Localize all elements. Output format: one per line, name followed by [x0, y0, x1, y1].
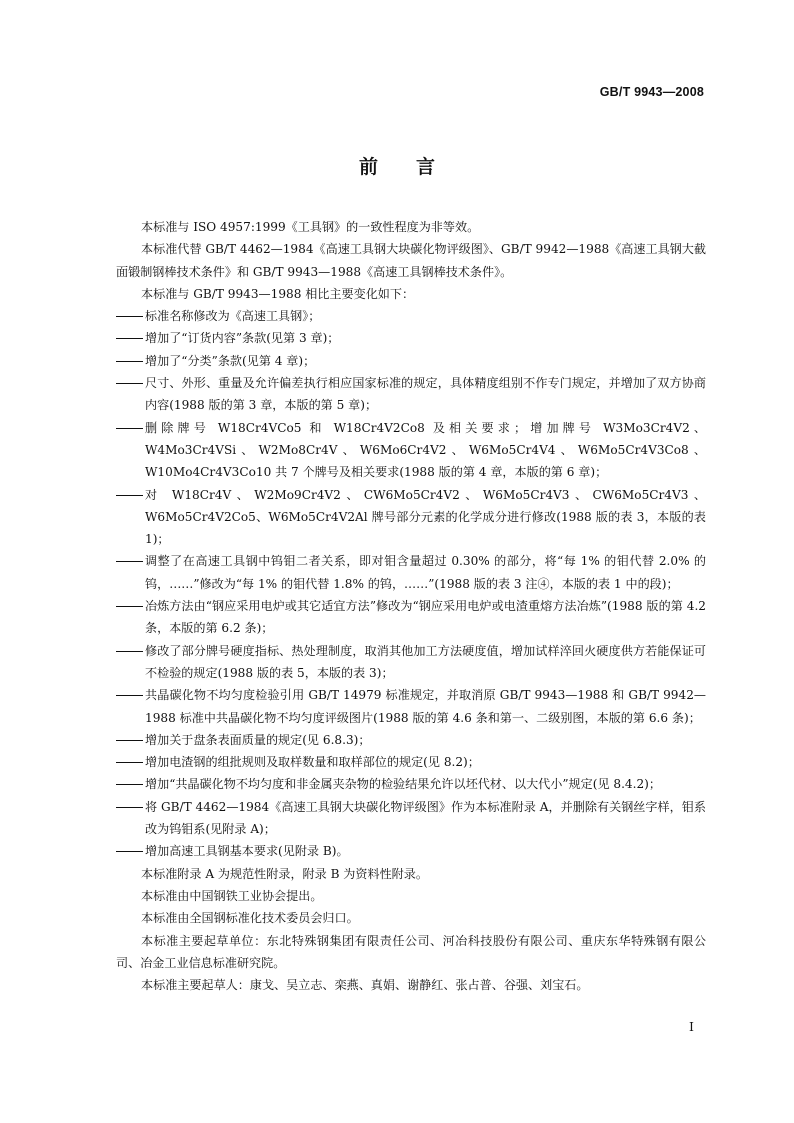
list-item-text: 增加关于盘条表面质量的规定(见 6.8.3)；	[145, 732, 371, 747]
closing-paragraph-proposer: 本标准由中国钢铁工业协会提出。	[141, 888, 323, 903]
list-item-text: 尺寸、外形、重量及允许偏差执行相应国家标准的规定，具体精度组别不作专门规定，并增加了双方协商内容(1988 版的第 3 章，本版的第 5 章)；	[145, 376, 706, 413]
list-item	[116, 305, 706, 327]
list-item-text: 增加“共晶碳化物不均匀度和非金属夹杂物的检验结果允许以坯代材、以大代小”规定(见 8.4.2)；	[145, 777, 661, 792]
closing-paragraph-annexes: 本标准附录 A 为规范性附录，附录 B 为资料性附录。	[141, 866, 428, 881]
list-item-text: 调整了在高速工具钢中钨钼二者关系，即对钼含量超过 0.30% 的部分，将“每 1% 的钼代替 2.0% 的钨，……”修改为“每 1% 的钼代替 1.8% 的钨，……”(1988 版的表 3 注④，本版的表 1 中的段)；	[145, 554, 706, 591]
list-item	[116, 796, 706, 841]
dash-marker	[116, 695, 143, 696]
list-item	[116, 840, 706, 862]
intro-paragraph-consistency: 本标准与 ISO 4957:1999《工具钢》的一致性程度为非等效。	[141, 220, 480, 234]
list-item	[116, 350, 706, 372]
list-item-text: 增加了“订货内容”条款(见第 3 章)；	[145, 331, 340, 346]
dash-marker	[116, 361, 143, 362]
changes-list	[116, 305, 706, 862]
list-item	[116, 751, 706, 773]
list-item	[116, 550, 706, 595]
dash-marker	[116, 807, 143, 808]
intro-paragraph-replaces: 本标准代替 GB/T 4462—1984《高速工具钢大块碳化物评级图》、GB/T 9942—1988《高速工具钢大截面锻制钢棒技术条件》和 GB/T 9943—1988《高速工具钢棒技术条件》。	[116, 242, 706, 279]
list-item-text: 增加了“分类”条款(见第 4 章)；	[145, 353, 316, 368]
list-item-text: 冶炼方法由“钢应采用电炉或其它适宜方法”修改为“钢应采用电炉或电渣重熔方法冶炼”(1988 版的第 4.2 条，本版的第 6.2 条)；	[145, 599, 706, 636]
dash-marker	[116, 740, 143, 741]
dash-marker	[116, 762, 143, 763]
dash-marker	[116, 428, 143, 429]
dash-marker	[116, 338, 143, 339]
list-item	[116, 773, 706, 795]
list-item-text: 对 W18Cr4V、W2Mo9Cr4V2、CW6Mo5Cr4V2、W6Mo5Cr4V3、CW6Mo5Cr4V3、W6Mo5Cr4V2Co5、W6Mo5Cr4V2Al 牌号部分元素的化学成分进行修改(1988 版的表 3，本版的表 1)；	[145, 487, 706, 547]
dash-marker	[116, 561, 143, 562]
list-item-text: 修改了部分牌号硬度指标、热处理制度，取消其他加工方法硬度值，增加试样淬回火硬度供方若能保证可不检验的规定(1988 版的表 5，本版的表 3)；	[145, 643, 706, 680]
list-item	[116, 595, 706, 640]
closing-paragraph-drafters: 本标准主要起草人：康戈、吴立志、栾燕、真娟、谢静红、张占普、谷强、刘宝石。	[141, 978, 589, 993]
list-item	[116, 729, 706, 751]
list-item-text: 将 GB/T 4462—1984《高速工具钢大块碳化物评级图》作为本标准附录 A，并删除有关钢丝字样，钼系改为钨钼系(见附录 A)；	[145, 799, 706, 837]
list-item	[116, 484, 706, 551]
list-item-text: 删除牌号 W18Cr4VCo5 和 W18Cr4V2Co8 及相关要求；增加牌号 W3Mo3Cr4V2、W4Mo3Cr4VSi、W2Mo8Cr4V、W6Mo6Cr4V2、W6Mo5Cr4V4、W6Mo5Cr4V3Co8、W10Mo4Cr4V3Co10 共 7 个牌号及相关要求(1988 版的第 4 章，本版的第 6 章)；	[145, 420, 706, 480]
dash-marker	[116, 495, 143, 496]
dash-marker	[116, 383, 143, 384]
page-number: I	[689, 1019, 694, 1034]
list-item-text: 标准名称修改为《高速工具钢》；	[145, 309, 321, 324]
closing-paragraph-committee: 本标准由全国钢标准化技术委员会归口。	[141, 911, 359, 926]
dash-marker	[116, 316, 143, 317]
foreword-body	[116, 216, 706, 996]
list-item	[116, 372, 706, 417]
list-item	[116, 417, 706, 484]
list-item	[116, 327, 706, 349]
closing-paragraph-drafting-units: 本标准主要起草单位：东北特殊钢集团有限责任公司、河冶科技股份有限公司、重庆东华特殊钢有限公司、冶金工业信息标准研究院。	[116, 933, 706, 970]
dash-marker	[116, 851, 143, 852]
list-item-text: 共晶碳化物不均匀度检验引用 GB/T 14979 标准规定，并取消原 GB/T 9943—1988 和 GB/T 9942—1988 标准中共晶碳化物不均匀度评级图片(1988 版的第 4.6 条和第一、二级别图，本版的第 6.6 条)；	[145, 688, 706, 725]
list-item-text: 增加电渣钢的组批规则及取样数量和取样部位的规定(见 8.2)；	[145, 755, 480, 770]
dash-marker	[116, 606, 143, 607]
list-item	[116, 684, 706, 729]
dash-marker	[116, 651, 143, 652]
dash-marker	[116, 784, 143, 785]
list-item	[116, 640, 706, 685]
intro-paragraph-changes-lead: 本标准与 GB/T 9943—1988 相比主要变化如下：	[141, 286, 415, 301]
list-item-text: 增加高速工具钢基本要求(见附录 B)。	[145, 844, 349, 859]
standard-code: GB/T 9943—2008	[599, 85, 704, 99]
page-title: 前言	[358, 156, 473, 178]
